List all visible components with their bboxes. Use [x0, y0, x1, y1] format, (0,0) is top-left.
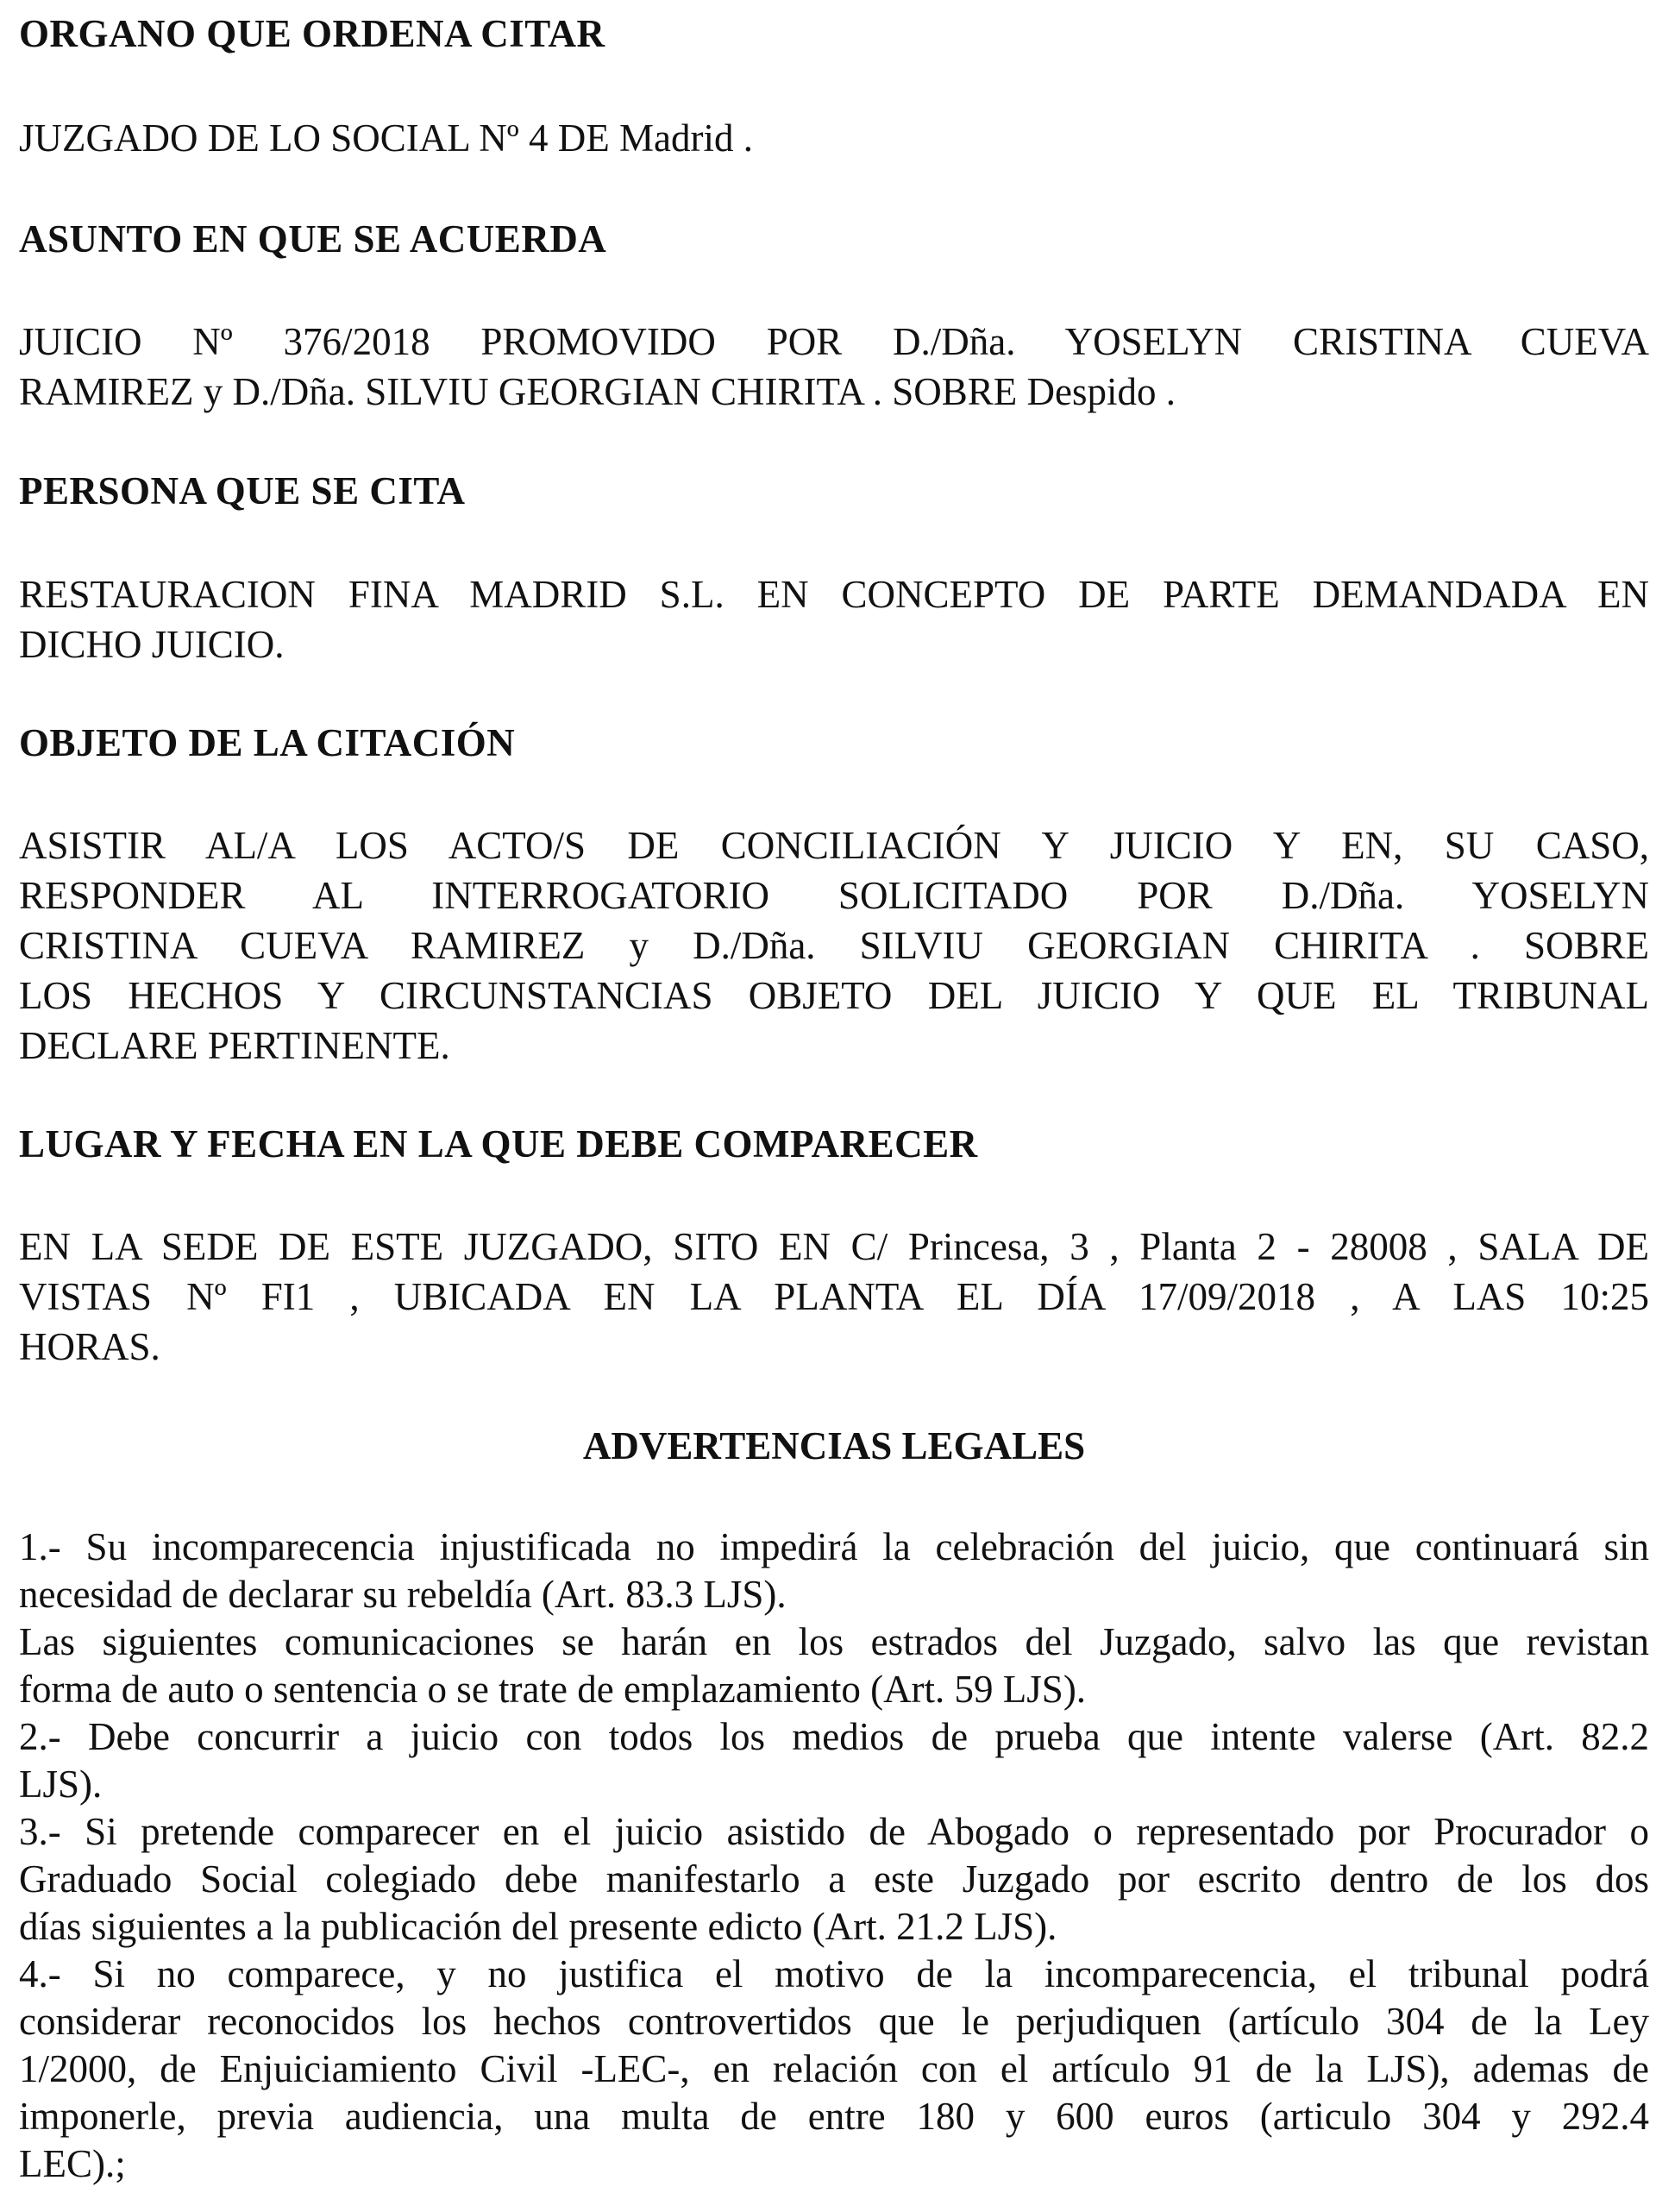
advertencias-line-6: LJS).	[19, 1763, 103, 1806]
asunto-line-1: JUICIO Nº 376/2018 PROMOVIDO POR D./Dña. YOSELYN CRISTINA CUEVA	[19, 320, 1649, 363]
advertencias-line-8: Graduado Social colegiado debe manifestarlo a este Juzgado por escrito dentro de los dos	[19, 1857, 1649, 1901]
heading-objeto: OBJETO DE LA CITACIÓN	[19, 721, 516, 764]
advertencias-line-3: Las siguientes comunicaciones se harán en los estrados del Juzgado, salvo las que revistan	[19, 1620, 1649, 1663]
heading-persona: PERSONA QUE SE CITA	[19, 469, 466, 512]
persona-line-1: RESTAURACION FINA MADRID S.L. EN CONCEPTO DE PARTE DEMANDADA EN	[19, 573, 1649, 616]
heading-lugar: LUGAR Y FECHA EN LA QUE DEBE COMPARECER	[19, 1122, 978, 1166]
objeto-line-1: ASISTIR AL/A LOS ACTO/S DE CONCILIACIÓN Y JUICIO Y EN, SU CASO,	[19, 824, 1649, 867]
advertencias-line-14: LEC).;	[19, 2142, 126, 2185]
advertencias-line-1: 1.- Su incomparecencia injustificada no impedirá la celebración del juicio, que continuará sin	[19, 1525, 1649, 1568]
heading-asunto: ASUNTO EN QUE SE ACUERDA	[19, 217, 607, 261]
advertencias-line-9: días siguientes a la publicación del presente edicto (Art. 21.2 LJS).	[19, 1905, 1057, 1948]
objeto-line-4: LOS HECHOS Y CIRCUNSTANCIAS OBJETO DEL JUICIO Y QUE EL TRIBUNAL	[19, 974, 1649, 1017]
advertencias-line-7: 3.- Si pretende comparecer en el juicio asistido de Abogado o representado por Procurador o	[19, 1810, 1649, 1853]
advertencias-line-11: considerar reconocidos los hechos controvertidos que le perjudiquen (artículo 304 de la Ley	[19, 2000, 1649, 2043]
heading-advertencias: ADVERTENCIAS LEGALES	[582, 1424, 1086, 1467]
advertencias-line-2: necesidad de declarar su rebeldía (Art. 83.3 LJS).	[19, 1573, 787, 1616]
heading-organo: ORGANO QUE ORDENA CITAR	[19, 12, 605, 55]
objeto-line-2: RESPONDER AL INTERROGATORIO SOLICITADO POR D./Dña. YOSELYN	[19, 874, 1649, 917]
organo-line-1: JUZGADO DE LO SOCIAL Nº 4 DE Madrid .	[19, 116, 753, 160]
lugar-line-3: HORAS.	[19, 1325, 160, 1368]
advertencias-line-13: imponerle, previa audiencia, una multa de entre 180 y 600 euros (articulo 304 y 292.4	[19, 2095, 1649, 2138]
advertencias-line-12: 1/2000, de Enjuiciamiento Civil -LEC-, en relación con el artículo 91 de la LJS), ademas de	[19, 2047, 1649, 2090]
advertencias-line-5: 2.- Debe concurrir a juicio con todos los medios de prueba que intente valerse (Art. 82.2	[19, 1715, 1649, 1758]
asunto-line-2: RAMIREZ y D./Dña. SILVIU GEORGIAN CHIRITA . SOBRE Despido .	[19, 370, 1176, 413]
objeto-line-5: DECLARE PERTINENTE.	[19, 1024, 450, 1067]
lugar-line-2: VISTAS Nº FI1 , UBICADA EN LA PLANTA EL DÍA 17/09/2018 , A LAS 10:25	[19, 1275, 1649, 1318]
advertencias-line-4: forma de auto o sentencia o se trate de emplazamiento (Art. 59 LJS).	[19, 1668, 1087, 1711]
lugar-line-1: EN LA SEDE DE ESTE JUZGADO, SITO EN C/ Princesa, 3 , Planta 2 - 28008 , SALA DE	[19, 1225, 1649, 1268]
objeto-line-3: CRISTINA CUEVA RAMIREZ y D./Dña. SILVIU GEORGIAN CHIRITA . SOBRE	[19, 924, 1649, 967]
advertencias-line-10: 4.- Si no comparece, y no justifica el motivo de la incomparecencia, el tribunal podrá	[19, 1952, 1649, 1995]
persona-line-2: DICHO JUICIO.	[19, 623, 285, 666]
